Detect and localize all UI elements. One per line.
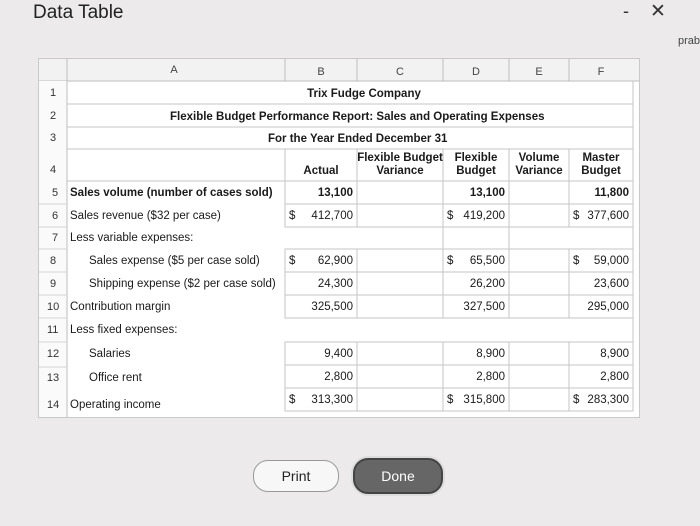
header-master-budget-line1: Master xyxy=(582,152,620,164)
label-sales-volume: Sales volume (number of cases sold) xyxy=(70,187,273,199)
flexible-budget-salaries: 8,900 xyxy=(476,348,505,360)
master-budget-sales-volume: 11,800 xyxy=(594,187,629,199)
currency-symbol: $ xyxy=(289,255,296,267)
row-number: 4 xyxy=(49,164,57,176)
label-office-rent: Office rent xyxy=(89,372,142,384)
report-period: For the Year Ended December 31 xyxy=(268,133,448,145)
actual-shipping-expense: 24,300 xyxy=(317,278,353,290)
done-button[interactable]: Done xyxy=(353,458,443,494)
label-less-fixed-expenses: Less fixed expenses: xyxy=(70,324,178,336)
label-contribution-margin: Contribution margin xyxy=(70,301,171,313)
master-budget-salaries: 8,900 xyxy=(600,348,629,360)
label-shipping-expense: Shipping expense ($2 per case sold) xyxy=(89,278,276,290)
master-budget-office-rent: 2,800 xyxy=(600,371,629,383)
currency-symbol: $ xyxy=(573,394,580,406)
row-number: 2 xyxy=(49,110,57,122)
row-number: 9 xyxy=(49,278,57,290)
flexible-budget-sales-expense: 65,500 xyxy=(469,255,505,267)
master-budget-operating-income: 283,300 xyxy=(587,394,629,406)
column-header-f: F xyxy=(597,66,605,78)
dialog-title: Data Table xyxy=(33,2,124,23)
row-number: 12 xyxy=(46,348,60,360)
row-number: 13 xyxy=(46,372,60,384)
actual-sales-revenue: 412,700 xyxy=(311,210,353,222)
header-flexible-budget-line2: Budget xyxy=(456,165,496,177)
row-number: 8 xyxy=(49,255,57,267)
master-budget-sales-revenue: 377,600 xyxy=(587,210,629,222)
row-number: 1 xyxy=(49,87,57,99)
header-master-budget-line2: Budget xyxy=(581,165,621,177)
actual-contribution-margin: 325,500 xyxy=(311,301,353,313)
currency-symbol: $ xyxy=(289,210,296,222)
flexible-budget-office-rent: 2,800 xyxy=(476,371,505,383)
column-header-e: E xyxy=(535,66,543,78)
row-number: 14 xyxy=(47,399,60,411)
row-number: 3 xyxy=(49,132,57,144)
header-volume-variance-line2: Variance xyxy=(515,165,563,177)
master-budget-shipping-expense: 23,600 xyxy=(593,278,629,290)
currency-symbol: $ xyxy=(447,210,454,222)
currency-symbol: $ xyxy=(447,255,454,267)
currency-symbol: $ xyxy=(573,210,580,222)
currency-symbol: $ xyxy=(573,255,580,267)
actual-office-rent: 2,800 xyxy=(324,371,353,383)
flexible-budget-operating-income: 315,800 xyxy=(463,394,505,406)
column-header-c: C xyxy=(396,66,404,78)
label-sales-expense: Sales expense ($5 per case sold) xyxy=(89,255,260,267)
row-number: 10 xyxy=(47,301,60,313)
row-number: 6 xyxy=(52,210,59,222)
row-number: 5 xyxy=(52,187,59,199)
row-number: 11 xyxy=(47,324,59,336)
column-header-b: B xyxy=(317,66,325,78)
flexible-budget-sales-revenue: 419,200 xyxy=(463,210,505,222)
column-header-a: A xyxy=(170,64,178,76)
report-company-title: Trix Fudge Company xyxy=(307,88,421,100)
flexible-budget-contribution-margin: 327,500 xyxy=(463,301,505,313)
label-less-variable-expenses: Less variable expenses: xyxy=(70,232,194,244)
master-budget-sales-expense: 59,000 xyxy=(593,255,629,267)
actual-salaries: 9,400 xyxy=(324,348,353,360)
header-volume-variance-line1: Volume xyxy=(518,152,560,164)
actual-sales-expense: 62,900 xyxy=(317,255,353,267)
header-flexible-budget-line1: Flexible xyxy=(454,152,498,164)
row-number: 7 xyxy=(52,232,59,244)
flexible-budget-sales-volume: 13,100 xyxy=(469,187,505,199)
flexible-budget-shipping-expense: 26,200 xyxy=(469,278,505,290)
currency-symbol: $ xyxy=(447,394,454,406)
column-header-d: D xyxy=(472,66,480,78)
master-budget-contribution-margin: 295,000 xyxy=(587,301,629,313)
close-icon[interactable]: ✕ xyxy=(650,1,666,22)
actual-operating-income: 313,300 xyxy=(311,394,353,406)
print-button[interactable]: Print xyxy=(253,460,339,492)
label-sales-revenue: Sales revenue ($32 per case) xyxy=(70,210,221,222)
header-actual: Actual xyxy=(303,165,339,177)
spreadsheet-table xyxy=(38,58,640,418)
label-salaries: Salaries xyxy=(89,348,131,360)
minimize-icon[interactable]: - xyxy=(623,1,629,21)
currency-symbol: $ xyxy=(289,394,296,406)
label-operating-income: Operating income xyxy=(70,399,161,411)
report-title: Flexible Budget Performance Report: Sales and Operating Expenses xyxy=(170,111,545,123)
background-partial-text: prab xyxy=(678,35,700,47)
header-flexible-budget-variance-line1: Flexible Budget xyxy=(357,152,443,164)
header-flexible-budget-variance-line2: Variance xyxy=(376,165,424,177)
actual-sales-volume: 13,100 xyxy=(317,187,353,199)
